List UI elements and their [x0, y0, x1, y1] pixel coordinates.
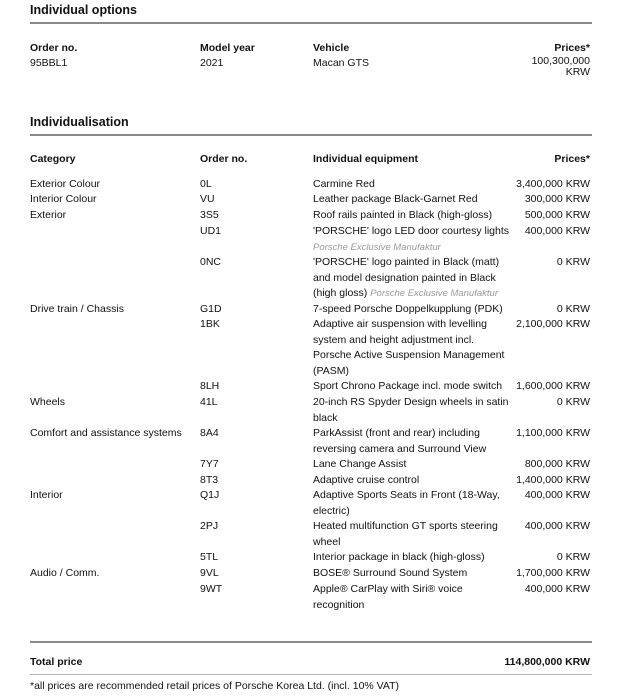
row-equipment: Interior package in black (high-gloss): [313, 551, 485, 563]
row-category: Drive train / Chassis: [30, 303, 124, 315]
row-order-no: Q1J: [200, 489, 220, 501]
row-category: Exterior Colour: [30, 178, 101, 190]
options-price: 100,300,000 KRW: [531, 55, 590, 78]
row-order-no: G1D: [200, 303, 222, 315]
total-bottom-divider: [30, 674, 592, 675]
header-category: Category: [30, 153, 76, 165]
row-category: Audio / Comm.: [30, 567, 100, 579]
row-order-no: 0L: [200, 178, 212, 190]
row-equipment: [313, 255, 509, 302]
options-vehicle: Macan GTS: [313, 57, 370, 69]
row-price: 800,000 KRW: [524, 458, 590, 470]
options-header-year: Model year: [200, 42, 255, 54]
row-equipment: [313, 224, 509, 255]
row-order-no: 7Y7: [200, 458, 219, 470]
row-order-no: 9VL: [200, 567, 219, 579]
options-model-year: 2021: [200, 57, 224, 69]
row-category: Exterior: [30, 209, 67, 221]
row-price: 1,400,000 KRW: [516, 474, 590, 486]
row-order-no: 2PJ: [200, 520, 219, 532]
individual-options-title: Individual options: [30, 3, 137, 17]
row-price: 3,400,000 KRW: [516, 178, 590, 190]
options-header-order: Order no.: [30, 42, 78, 54]
row-order-no: 9WT: [200, 583, 223, 595]
total-price-label: Total price: [30, 656, 83, 668]
total-divider: [30, 641, 592, 643]
options-header-vehicle: Vehicle: [313, 42, 350, 54]
row-equipment: Sport Chrono Package incl. mode switch: [313, 380, 503, 392]
row-price: 0 KRW: [556, 396, 590, 408]
row-order-no: 8T3: [200, 474, 219, 486]
row-order-no: 41L: [200, 396, 218, 408]
row-order-no: 8A4: [200, 427, 219, 439]
row-order-no: UD1: [200, 225, 222, 237]
row-price: 400,000 KRW: [524, 520, 590, 532]
row-order-no: 8LH: [200, 380, 220, 392]
row-category: Interior Colour: [30, 193, 97, 205]
row-equipment: BOSE® Surround Sound System: [313, 567, 468, 579]
row-price: 400,000 KRW: [524, 583, 590, 595]
row-price: 400,000 KRW: [524, 489, 590, 501]
row-equipment: Apple® CarPlay with Siri® voice recognition: [313, 583, 463, 611]
row-price: 1,600,000 KRW: [516, 380, 590, 392]
row-equipment: ParkAssist (front and rear) including reversing camera and Surround View: [313, 427, 487, 455]
exclusive-manufaktur-note: Porsche Exclusive Manufaktur: [313, 241, 441, 253]
row-price: 1,100,000 KRW: [516, 427, 590, 439]
options-order-no: 95BBL1: [30, 57, 68, 69]
row-category: Interior: [30, 489, 63, 501]
row-price: 0 KRW: [556, 551, 590, 563]
header-prices: Prices*: [554, 153, 590, 165]
row-price: 2,100,000 KRW: [516, 318, 590, 330]
row-category: Comfort and assistance systems: [30, 427, 182, 439]
row-price: 0 KRW: [556, 303, 590, 315]
row-price: 300,000 KRW: [524, 193, 590, 205]
row-price: 500,000 KRW: [524, 209, 590, 221]
row-order-no: 3S5: [200, 209, 219, 221]
row-equipment: Adaptive Sports Seats in Front (18-Way, electric): [313, 489, 500, 517]
row-equipment: 20-inch RS Spyder Design wheels in satin black: [313, 396, 509, 424]
row-price: 400,000 KRW: [524, 225, 590, 237]
row-price: 0 KRW: [556, 256, 590, 268]
header-individual-equipment: Individual equipment: [313, 153, 419, 165]
row-equipment: Lane Change Assist: [313, 458, 407, 470]
individualisation-title: Individualisation: [30, 115, 129, 129]
price-footnote: *all prices are recommended retail prices of Porsche Korea Ltd. (incl. 10% VAT): [30, 680, 400, 692]
row-equipment: Carmine Red: [313, 178, 375, 190]
section-divider: [30, 22, 592, 24]
options-header-prices: Prices*: [554, 42, 590, 54]
row-price: 1,700,000 KRW: [516, 567, 590, 579]
row-equipment: 7-speed Porsche Doppelkupplung (PDK): [313, 303, 503, 315]
row-category: Wheels: [30, 396, 66, 408]
row-order-no: 5TL: [200, 551, 219, 563]
row-order-no: VU: [200, 193, 215, 205]
total-price-value: 114,800,000 KRW: [504, 656, 590, 668]
exclusive-manufaktur-note: Porsche Exclusive Manufaktur: [370, 288, 498, 299]
equipment-name: 'PORSCHE' logo painted in Black (matt) and model designation painted in Black (high gloss): [313, 256, 500, 299]
row-order-no: 1BK: [200, 318, 220, 330]
row-order-no: 0NC: [200, 256, 222, 268]
equipment-name: 'PORSCHE' logo LED door courtesy lights: [313, 225, 510, 237]
row-equipment: Adaptive air suspension with levelling system and height adjustment incl. Porsche Active Suspension Management (PASM): [313, 318, 505, 377]
row-equipment: Leather package Black-Garnet Red: [313, 193, 478, 205]
section-divider: [30, 134, 592, 136]
row-equipment: Adaptive cruise control: [313, 474, 420, 486]
row-equipment: Roof rails painted in Black (high-gloss): [313, 209, 493, 221]
row-equipment: Heated multifunction GT sports steering wheel: [313, 520, 498, 548]
header-order-no: Order no.: [200, 153, 248, 165]
